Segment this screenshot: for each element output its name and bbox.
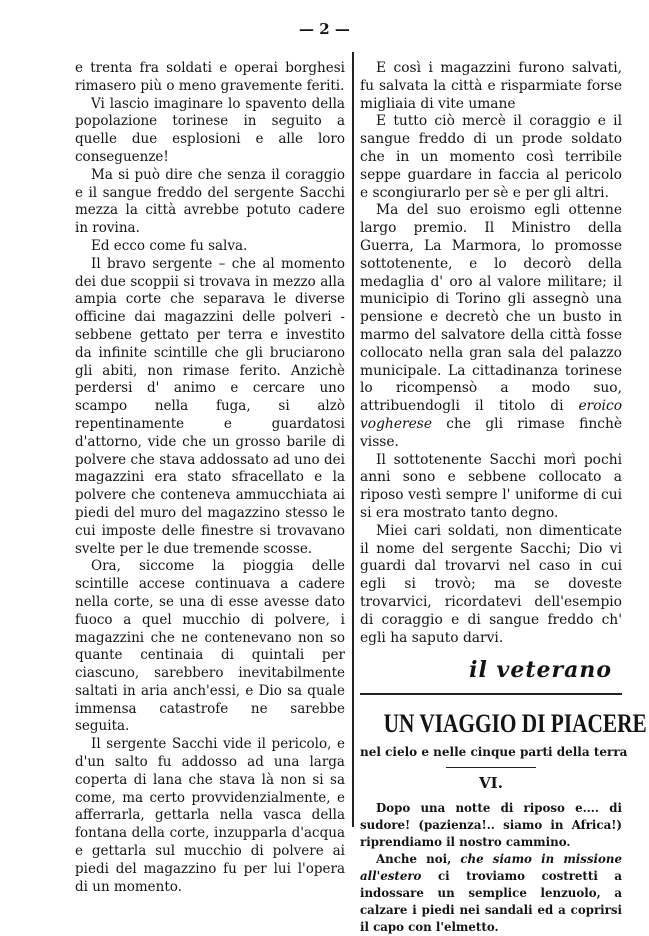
- paragraph-text: Ma del suo eroismo egli ottenne largo premio. Il Ministro della Guerra, La Marmora, lo promosse sottotenente, e lo decorò della medaglia d' oro al valore militare; il municipio di Torino gli assegnò una pensione e decretò che un busto in marmo del salvatore della città fosse collocato nella gran sala del palazzo municipale. La cittadinanza torinese lo ricompensò a modo suo, attribuendogli il titolo di: [360, 202, 622, 415]
- paragraph: [360, 202, 622, 451]
- paragraph: Miei cari soldati, non dimenticate il nome del sergente Sacchi; Dio vi guardi dal trovarvi nel caso in cui egli si trovò; ma se doveste trovarvici, ricordatevi dell'esempio di coraggio e di sangue freddo ch' egli ha saputo darvi.: [360, 522, 622, 646]
- paragraph: E tutto ciò mercè il coraggio e il sangue freddo di un prode soldato che in un momento così terribile seppe guardare in faccia al pericolo e scongiurarlo per sè e per gli altri.: [360, 113, 622, 201]
- paragraph: Ma si può dire che senza il coraggio e il sangue freddo del sergente Sacchi mezza la città avrebbe potuto cadere in rovina.: [75, 166, 345, 237]
- chapter-number: VI.: [479, 774, 503, 793]
- section-rule: [360, 693, 622, 695]
- article-subtitle: nel cielo e nelle cinque parti della terra: [360, 745, 628, 760]
- paragraph-tail: che gli rimase finchè visse.: [360, 415, 622, 450]
- left-column: [75, 60, 345, 896]
- paragraph: Ora, siccome la pioggia delle scintille accese continuava a cadere nella corte, se una di esse avesse dato fuoco a quel mucchio di polvere, i magazzini che ne contenevano non so quante centinaia di quintali per ciascuno, sarebbero inevitabilmente saltati in aria anch'essi, e Dio sa quale immensa catastrofe ne sarebbe seguita.: [75, 558, 345, 735]
- paragraph: Il sottotenente Sacchi morì pochi anni sono e sebbene collocato a riposo vestì sempre l' uniforme di cui si era mostrato tanto degno.: [360, 451, 622, 521]
- paragraph: [360, 851, 622, 936]
- paragraph: Vi lascio imaginare lo spavento della popolazione torinese in seguito a quelle due esplosioni e alle loro conseguenze!: [75, 95, 345, 165]
- paragraph: e trenta fra soldati e operai borghesi rimasero più o meno gravemente feriti.: [75, 60, 345, 94]
- short-rule: [446, 767, 536, 768]
- emphasis: che siamo in missione all'estero: [360, 852, 622, 884]
- column-divider: [352, 52, 354, 827]
- signature: il veterano: [469, 657, 612, 684]
- article-title: UN VIAGGIO DI PIACERE: [383, 709, 647, 739]
- paragraph: Ed ecco come fu salva.: [91, 237, 248, 254]
- paragraph-tail: ci troviamo costretti a indossare un semplice lenzuolo, a calzare i piedi nei sandali ed a coprirsi il capo con l'elmetto.: [360, 869, 622, 935]
- paragraph: Il bravo sergente – che al momento dei due scoppii si trovava in mezzo alla ampia corte che separava le diverse officine dai magazzini delle polveri - sebbene gettato per terra e investito da infinite scintille che gli bruciarono gli abiti, non rimase ferito. Anzichè perdersi d' animo e cercare uno scampo nella fuga, si alzò repentinamente e guardatosi d'attorno, vide che un grosso barile di polvere che stava addossato ad uno dei magazzini era stato sfracellato e la polvere che conteneva ammucchiata ai piedi del muro del magazzino stesso le cui imposte delle finestre si trovavano svelte per le due tremende scosse.: [75, 255, 345, 557]
- page-number: — 2 —: [299, 20, 350, 38]
- paragraph: Dopo una notte di riposo e.... di sudore! (pazienza!.. siamo in Africa!) riprendiamo il nostro cammino.: [360, 801, 622, 850]
- title-phrase: eroico vogherese: [360, 398, 622, 432]
- right-column: [360, 60, 647, 936]
- paragraph: Il sergente Sacchi vide il pericolo, e d'un salto fu addosso ad una larga coperta di lana che stava là non si sa come, ma certo provvidenzialmente, e afferrarla, gettarla nella vasca della fontana della corte, inzupparla d'acqua e gettarla sul mucchio di polvere ai piedi del magazzino fu per lui l'opera di un momento.: [75, 736, 345, 895]
- paragraph-text: Anche noi,: [376, 852, 461, 867]
- paragraph: E così i magazzini furono salvati, fu salvata la città e risparmiate forse migliaia di vite umane: [360, 60, 622, 112]
